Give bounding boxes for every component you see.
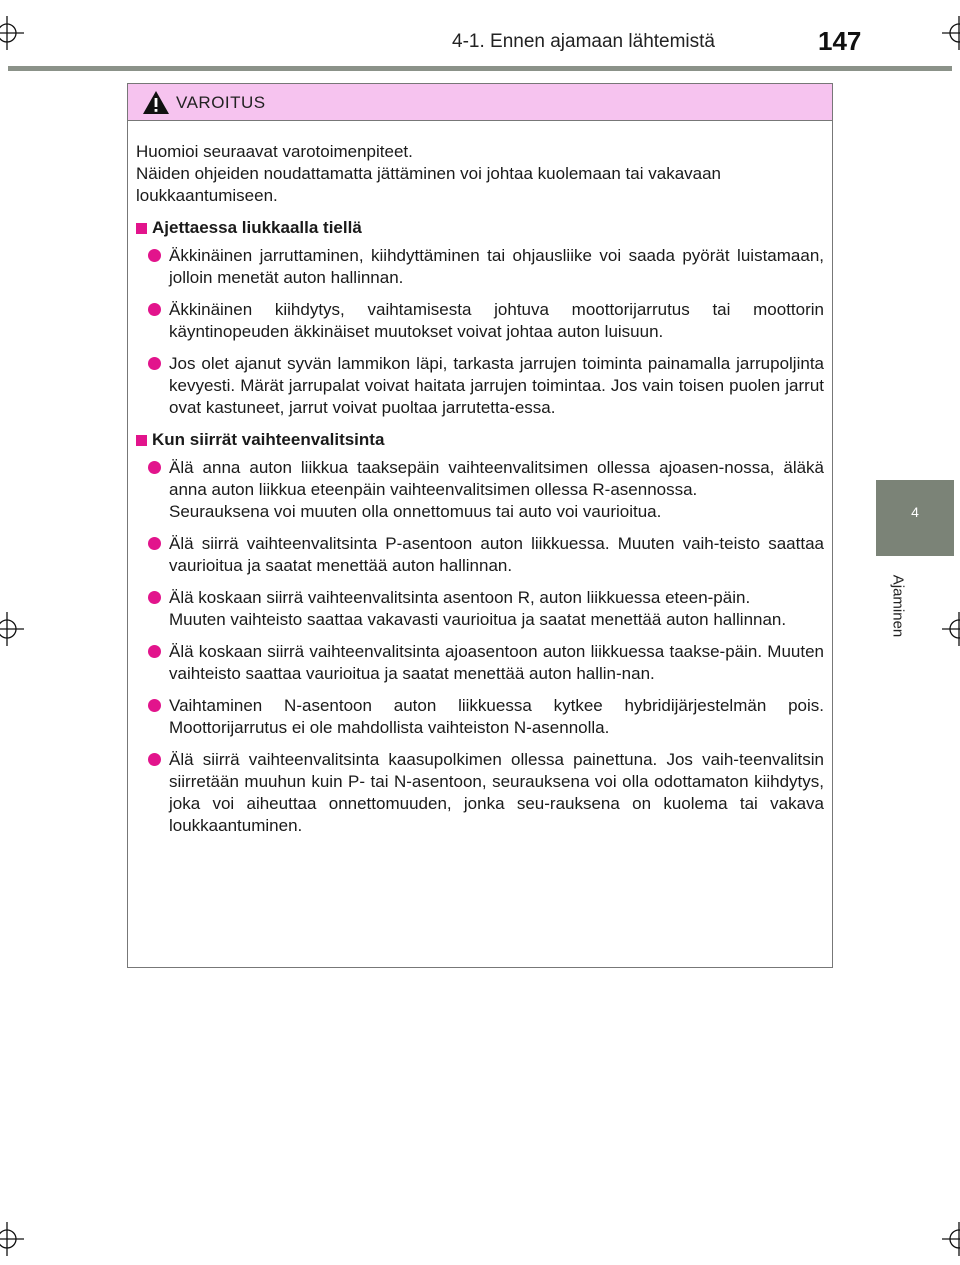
list-item (136, 245, 824, 289)
warning-triangle-icon (142, 90, 170, 115)
round-bullet-icon (148, 645, 161, 658)
list-item (136, 353, 824, 419)
section-heading-text: Kun siirrät vaihteenvalitsinta (152, 430, 385, 449)
warning-title: VAROITUS (176, 93, 266, 112)
registration-mark-icon (0, 612, 24, 646)
intro-line: Näiden ohjeiden noudattamatta jättäminen voi johtaa kuolemaan tai vakavaan (136, 164, 722, 183)
list-item (136, 749, 824, 837)
list-item (136, 533, 824, 577)
page-number: 147 (818, 26, 862, 56)
list-item (136, 587, 824, 631)
list-item (136, 641, 824, 685)
chapter-tab (876, 480, 954, 556)
square-bullet-icon (136, 435, 147, 446)
registration-mark-icon (0, 1222, 24, 1256)
round-bullet-icon (148, 303, 161, 316)
section-heading (136, 217, 824, 239)
chapter-label-container (888, 566, 908, 646)
round-bullet-icon (148, 249, 161, 262)
chapter-label: Ajaminen (889, 574, 907, 638)
list-item-paragraph: Seurauksena voi muuten olla onnettomuus tai auto voi vaurioitua. (169, 502, 662, 521)
round-bullet-icon (148, 753, 161, 766)
warning-box (127, 83, 833, 968)
registration-mark-icon (942, 16, 960, 50)
round-bullet-icon (148, 537, 161, 550)
list-item-paragraph: Vaihtaminen N-asentoon auton liikkuessa kytkee hybridijärjestelmän pois. Moottorijarrutus ei ole mahdollista vaihteiston N-asennolla. (169, 696, 824, 737)
registration-mark-icon (0, 16, 24, 50)
chapter-number: 4 (911, 504, 919, 520)
round-bullet-icon (148, 357, 161, 370)
section-title: 4-1. Ennen ajamaan lähtemistä (452, 31, 715, 52)
warning-header (128, 84, 832, 121)
list-item (136, 299, 824, 343)
section-heading-text: Ajettaessa liukkaalla tiellä (152, 218, 362, 237)
list-item-paragraph: Älä koskaan siirrä vaihteenvalitsinta ajoasentoon auton liikkuessa taakse-päin. Muuten vaihteisto saattaa vaurioitua ja saatat menettää auton hallin-nan. (169, 642, 824, 683)
intro-line: Huomioi seuraavat varotoimenpiteet. (136, 142, 413, 161)
warning-intro (136, 141, 824, 207)
registration-mark-icon (942, 1222, 960, 1256)
list-item-paragraph: Äkkinäinen kiihdytys, vaihtamisesta johtuva moottorijarrutus tai moottorin käyntinopeuden äkkinäiset muutokset voivat johtaa auton luisuun. (169, 300, 824, 341)
round-bullet-icon (148, 461, 161, 474)
header-rule (8, 66, 952, 71)
list-item-paragraph: Älä koskaan siirrä vaihteenvalitsinta asentoon R, auton liikkuessa eteen-päin. (169, 588, 751, 607)
warning-sections (136, 217, 824, 837)
warning-section (136, 429, 824, 837)
round-bullet-icon (148, 591, 161, 604)
list-item-paragraph: Älä siirrä vaihteenvalitsinta P-asentoon auton liikkuessa. Muuten vaih-teisto saattaa vaurioitua ja saatat menettää auton hallinnan. (169, 534, 824, 575)
list-item-paragraph: Jos olet ajanut syvän lammikon läpi, tarkasta jarrujen toiminta painamalla jarrupoljinta kevyesti. Märät jarrupalat voivat haitata jarrujen toimintaa. Jos vain toisen puolen jarrut ovat kastuneet, jarrut voivat puoltaa jarrutetta-essa. (169, 354, 824, 417)
list-item-paragraph: Älä siirrä vaihteenvalitsinta kaasupolkimen ollessa painettuna. Jos vaih-teenvalitsin siirretään muuhun kuin P- tai N-asentoon, seurauksena voi olla odottamaton kiihdytys, joka voi aiheuttaa onnettomuuden, jonka seu-rauksena on kuolema tai vakava loukkaantuminen. (169, 750, 824, 835)
square-bullet-icon (136, 223, 147, 234)
registration-mark-icon (942, 612, 960, 646)
list-item-paragraph: Äkkinäinen jarruttaminen, kiihdyttäminen tai ohjausliike voi saada pyörät luistamaan, jolloin menetät auton hallinnan. (169, 246, 824, 287)
warning-body (128, 121, 832, 837)
list-item-paragraph: Muuten vaihteisto saattaa vakavasti vaurioitua ja saatat menettää auton hallinnan. (169, 610, 787, 629)
section-heading (136, 429, 824, 451)
list-item (136, 695, 824, 739)
list-item (136, 457, 824, 523)
list-item-paragraph: Älä anna auton liikkua taaksepäin vaihteenvalitsimen ollessa ajoasen-nossa, äläkä anna auton liikkua eteenpäin vaihteenvalitsimen ollessa R-asennossa. (169, 458, 824, 499)
warning-section (136, 217, 824, 419)
round-bullet-icon (148, 699, 161, 712)
intro-line: loukkaantumiseen. (136, 186, 278, 205)
